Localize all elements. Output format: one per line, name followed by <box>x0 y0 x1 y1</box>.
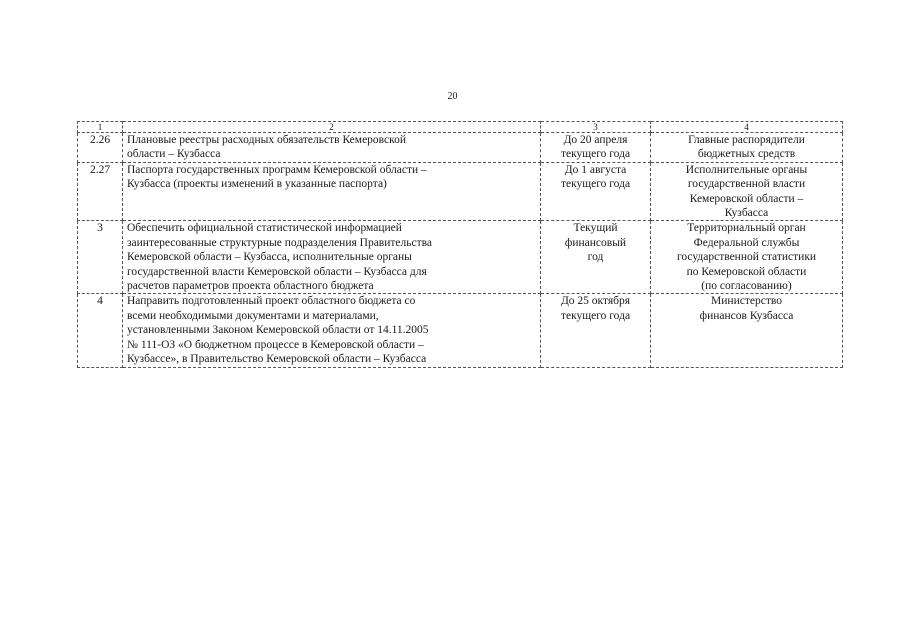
column-number-row <box>78 122 843 133</box>
item-responsible <box>651 294 843 367</box>
item-number: 2.27 <box>78 162 123 221</box>
description-line: установленными Законом Кемеровской области от 14.11.2005 <box>127 324 429 337</box>
responsible-line: по Кемеровской области <box>686 265 807 278</box>
description-line: Плановые реестры расходных обязательств Кемеровской <box>127 134 407 146</box>
item-deadline <box>541 133 651 163</box>
deadline-line: год <box>587 251 604 264</box>
deadline-line: текущего года <box>560 148 631 161</box>
column-number: 3 <box>541 122 651 133</box>
description-line: расчетов параметров проекта областного бюджета <box>127 280 374 293</box>
description-line: Кузбассе», в Правительство Кемеровской области – Кузбасса <box>127 353 427 366</box>
deadline-line: Текущий <box>573 222 618 235</box>
item-description <box>123 294 541 367</box>
responsible-line: Территориальный орган <box>687 222 806 235</box>
item-number: 4 <box>78 294 123 367</box>
responsible-line: финансов Кузбасса <box>699 309 794 322</box>
description-line: Кемеровской области – Кузбасса, исполнительные органы <box>127 251 412 264</box>
responsible-line: (по согласованию) <box>701 280 792 293</box>
item-number: 2.26 <box>78 133 123 163</box>
deadline-line: До 20 апреля <box>563 134 628 146</box>
deadline-line: До 25 октября <box>560 295 631 308</box>
table-row <box>78 221 843 294</box>
description-line: заинтересованные структурные подразделения Правительства <box>127 236 433 249</box>
item-responsible <box>651 162 843 221</box>
item-number: 3 <box>78 221 123 294</box>
description-line: Кузбасса (проекты изменений в указанные паспорта) <box>127 178 387 191</box>
item-responsible <box>651 133 843 163</box>
description-line: всеми необходимыми документами и материалами, <box>127 309 379 322</box>
page-number: 20 <box>447 91 458 102</box>
deadline-line: текущего года <box>560 178 631 191</box>
item-responsible <box>651 221 843 294</box>
item-description <box>123 162 541 221</box>
responsible-line: государственной власти <box>687 178 806 191</box>
description-line: области – Кузбасса <box>127 148 221 161</box>
responsible-line: Кемеровской области – <box>689 192 804 205</box>
item-deadline <box>541 162 651 221</box>
item-deadline <box>541 294 651 367</box>
description-line: Паспорта государственных программ Кемеровской области – <box>127 163 427 176</box>
table-row <box>78 133 843 163</box>
item-description <box>123 133 541 163</box>
deadline-line: До 1 августа <box>564 163 627 176</box>
column-number: 2 <box>123 122 541 133</box>
table-row <box>78 162 843 221</box>
column-number: 4 <box>651 122 843 133</box>
description-line: государственной власти Кемеровской области – Кузбасса для <box>127 265 427 278</box>
item-deadline <box>541 221 651 294</box>
deadline-line: текущего года <box>560 309 631 322</box>
schedule-table <box>77 121 843 368</box>
responsible-line: Министерство <box>711 295 782 308</box>
table-row <box>78 294 843 367</box>
column-number: 1 <box>78 122 123 133</box>
responsible-line: Федеральной службы <box>693 236 800 249</box>
responsible-line: государственной статистики <box>676 251 817 264</box>
responsible-line: бюджетных средств <box>697 148 796 161</box>
responsible-line: Кузбасса <box>724 207 769 220</box>
responsible-line: Исполнительные органы <box>685 163 808 176</box>
item-description <box>123 221 541 294</box>
description-line: Обеспечить официальной статистической информацией <box>127 222 402 235</box>
description-line: Направить подготовленный проект областного бюджета со <box>127 295 416 308</box>
responsible-line: Главные распорядители <box>688 134 805 146</box>
deadline-line: финансовый <box>564 236 627 249</box>
description-line: № 111-ОЗ «О бюджетном процессе в Кемеровской области – <box>127 338 424 351</box>
